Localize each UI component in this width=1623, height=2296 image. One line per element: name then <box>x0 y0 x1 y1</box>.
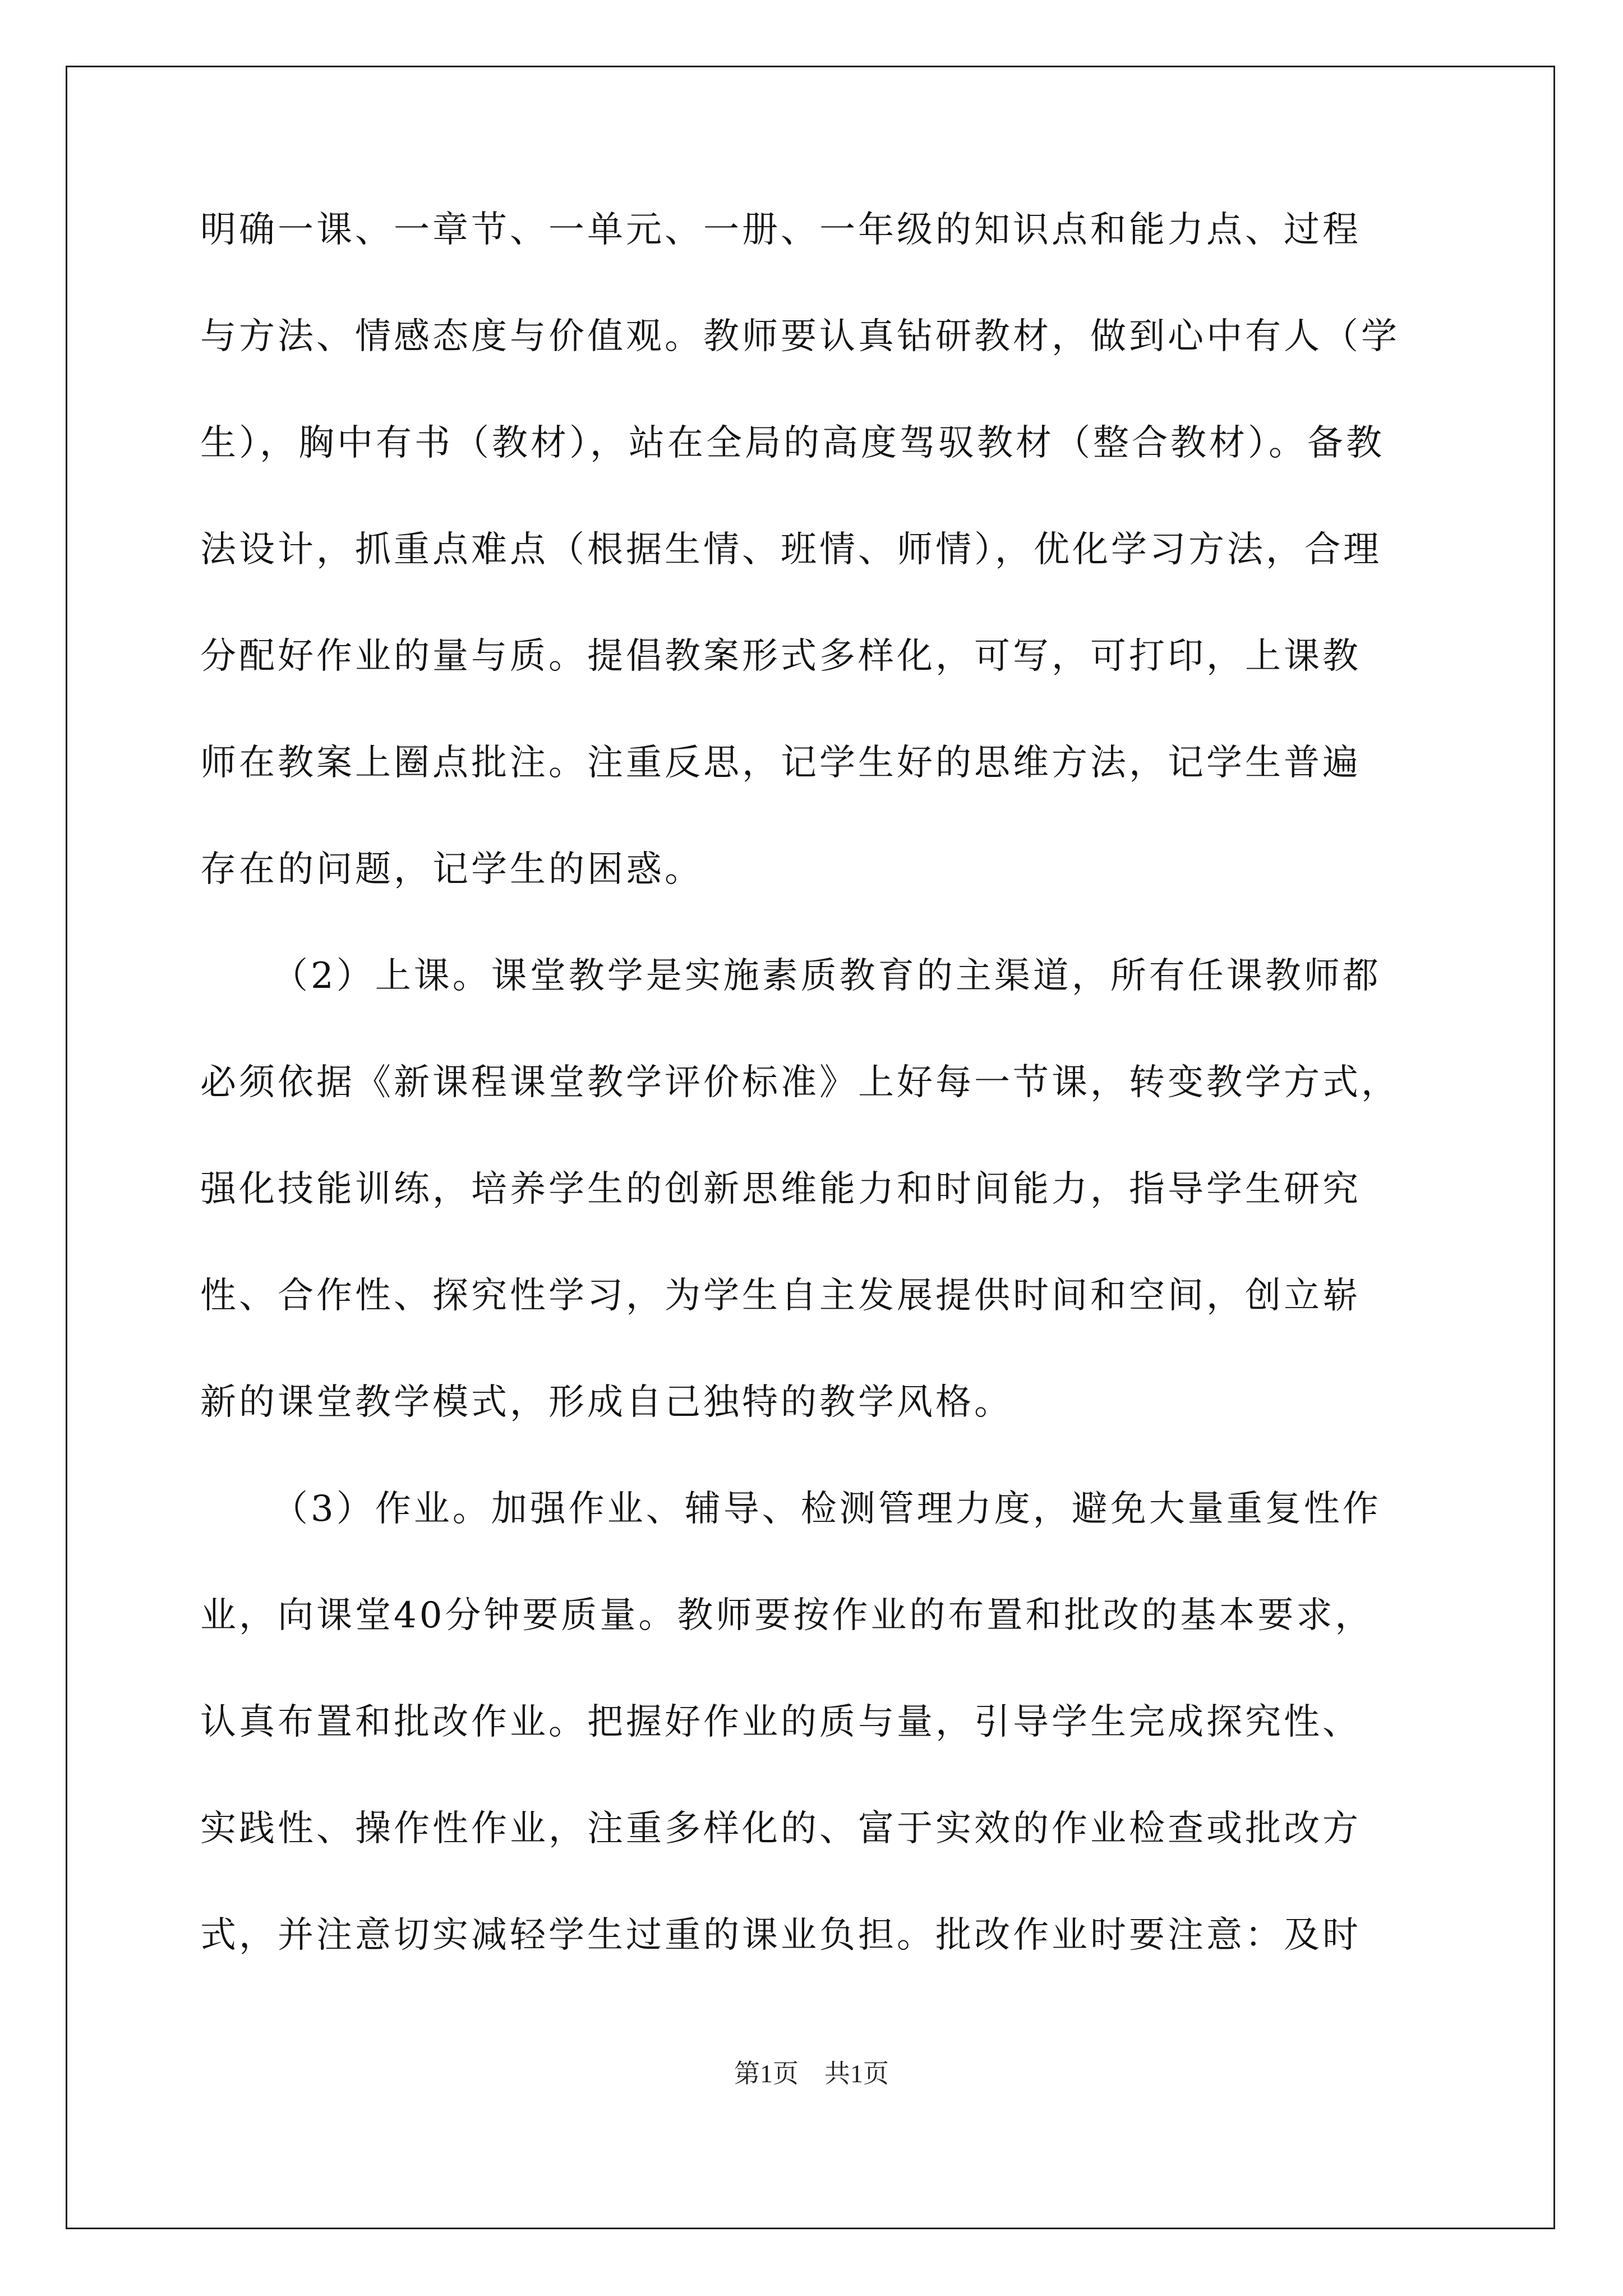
page-number: 第1页 共1页 <box>734 2059 889 2088</box>
text-line: 强化技能训练，培养学生的创新思维能力和时间能力，指导学生研究 <box>200 1168 1361 1210</box>
text-line: 新的课堂教学模式，形成自己独特的教学风格。 <box>200 1382 1013 1423</box>
text-line: 法设计，抓重点难点（根据生情、班情、师情），优化学习方法，合理 <box>200 529 1382 570</box>
page-border <box>66 66 1555 2229</box>
text-line: 分配好作业的量与质。提倡教案形式多样化，可写，可打印，上课教 <box>200 636 1361 677</box>
text-line: 明确一课、一章节、一单元、一册、一年级的知识点和能力点、过程 <box>200 209 1361 251</box>
text-line: 必须依据《新课程课堂教学评价标准》上好每一节课，转变教学方式， <box>200 1062 1400 1103</box>
text-line: 存在的问题，记学生的困惑。 <box>200 849 703 890</box>
text-line: 业，向课堂40分钟要质量。教师要按作业的布置和批改的基本要求， <box>200 1595 1374 1636</box>
text-line: 实践性、操作性作业，注重多样化的、富于实效的作业检查或批改方 <box>200 1808 1361 1849</box>
text-line: 认真布置和批改作业。把握好作业的质与量，引导学生完成探究性、 <box>200 1701 1361 1743</box>
text-line: 性、合作性、探究性学习，为学生自主发展提供时间和空间，创立崭 <box>200 1275 1361 1317</box>
paragraph-start-line: （2）上课。课堂教学是实施素质教育的主渠道，所有任课教师都 <box>272 955 1381 997</box>
text-line: 师在教案上圈点批注。注重反思，记学生好的思维方法，记学生普遍 <box>200 742 1361 784</box>
text-line: 与方法、情感态度与价值观。教师要认真钻研教材，做到心中有人（学 <box>200 316 1400 357</box>
paragraph-start-line: （3）作业。加强作业、辅导、检测管理力度，避免大量重复性作 <box>272 1488 1381 1530</box>
text-line: 式，并注意切实减轻学生过重的课业负担。批改作业时要注意：及时 <box>200 1915 1361 1956</box>
text-line: 生），胸中有书（教材），站在全局的高度驾驭教材（整合教材）。备教 <box>200 422 1385 464</box>
